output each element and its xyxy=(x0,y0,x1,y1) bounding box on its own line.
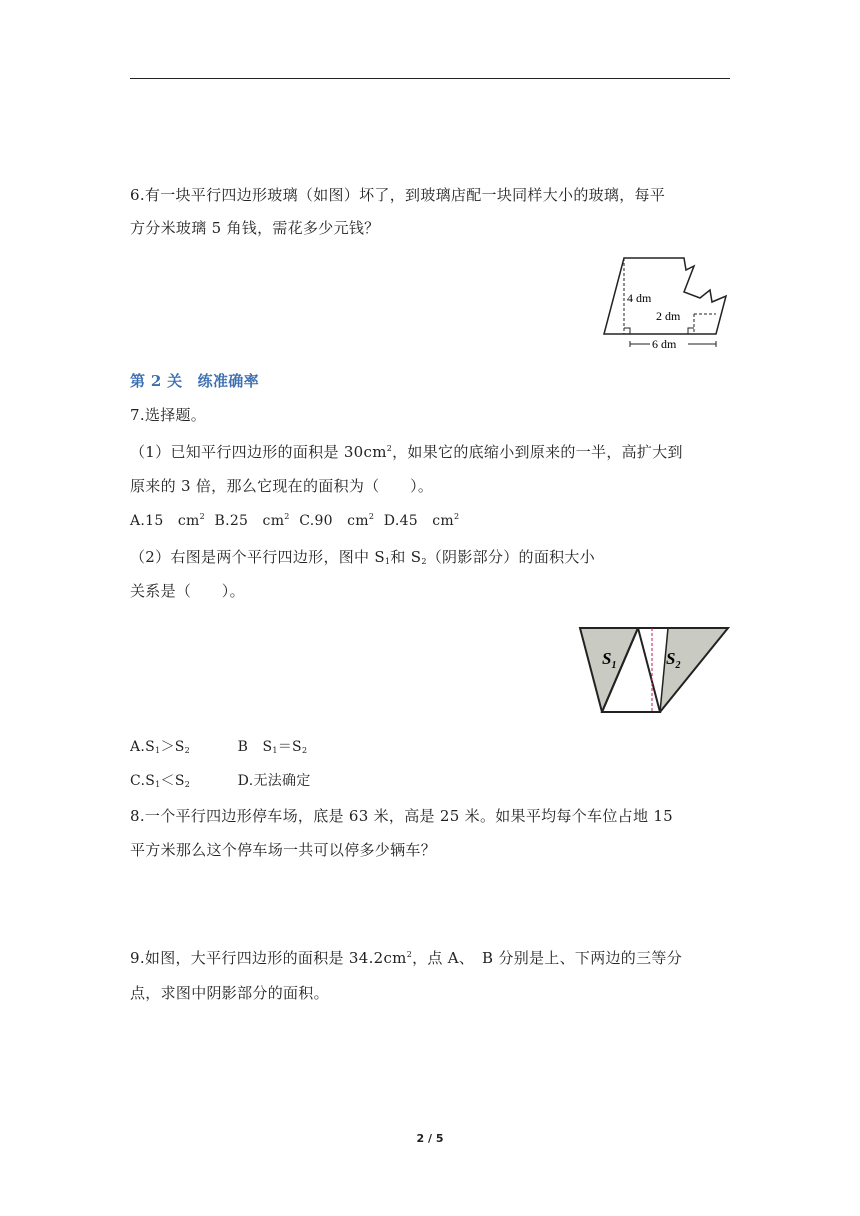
q7-p2-options-row1 xyxy=(130,737,307,757)
header-rule xyxy=(130,78,730,79)
section-title: 第 2 关 练准确率 xyxy=(130,372,259,390)
q7-title: 7.选择题。 xyxy=(130,406,207,424)
figure-label-base: 6 dm xyxy=(652,337,677,351)
option-b: B $S_1=S_2$ xyxy=(237,739,308,755)
q6-line1: 6.有一块平行四边形玻璃（如图）坏了，到玻璃店配一块同样大小的玻璃，每平 xyxy=(130,186,666,204)
s2-label: $S_2$ xyxy=(666,649,681,671)
page-number: 2 / 5 xyxy=(416,1132,444,1145)
option-d: D.无法确定 xyxy=(237,773,311,789)
option-d: D.45 $cm^2$ xyxy=(383,512,460,529)
q6-line2: 方分米玻璃 5 角钱，需花多少元钱？ xyxy=(130,219,380,237)
option-a: $A.S_1>S_2$ xyxy=(130,739,191,755)
q7-p1-line1: （1）已知平行四边形的面积是 $30cm^2$，如果它的底缩小到原来的一半，高扩大到 xyxy=(130,443,683,461)
broken-glass-figure xyxy=(600,254,732,354)
q9-line2: 点，求图中阴影部分的面积。 xyxy=(130,984,329,1002)
q8-line2: 平方米那么这个停车场一共可以停多少辆车？ xyxy=(130,841,437,859)
option-c: C.90 $cm^2$ xyxy=(299,512,375,529)
q8-line1: 8.一个平行四边形停车场，底是 63 米，高是 25 米。如果平均每个车位占地 15 xyxy=(130,807,674,825)
q7-p2-line1: （2）右图是两个平行四边形，图中 $S_1$和 $S_2$（阴影部分）的面积大小 xyxy=(130,548,596,566)
q7-p2-line2: 关系是（ ）。 xyxy=(130,582,245,600)
q7-p1-options xyxy=(130,511,459,531)
option-c: $C.S_1<S_2$ xyxy=(130,773,191,789)
s1-label: $S_1$ xyxy=(602,649,617,671)
figure-label-height: 4 dm xyxy=(627,291,652,305)
q7-p2-options-row2 xyxy=(130,771,311,791)
q7-p1-line2: 原来的 3 倍，那么它现在的面积为（ ）。 xyxy=(130,477,434,495)
option-a: A.15 $cm^2$ xyxy=(130,512,205,529)
option-b: B.25 $cm^2$ xyxy=(214,512,290,529)
parallelogram-figure xyxy=(576,624,732,716)
figure-label-inner-height: 2 dm xyxy=(656,309,681,323)
q9-line1: 9.如图，大平行四边形的面积是 $34.2cm^2$，点 A、 B 分别是上、下两边的三等分 xyxy=(130,949,683,967)
